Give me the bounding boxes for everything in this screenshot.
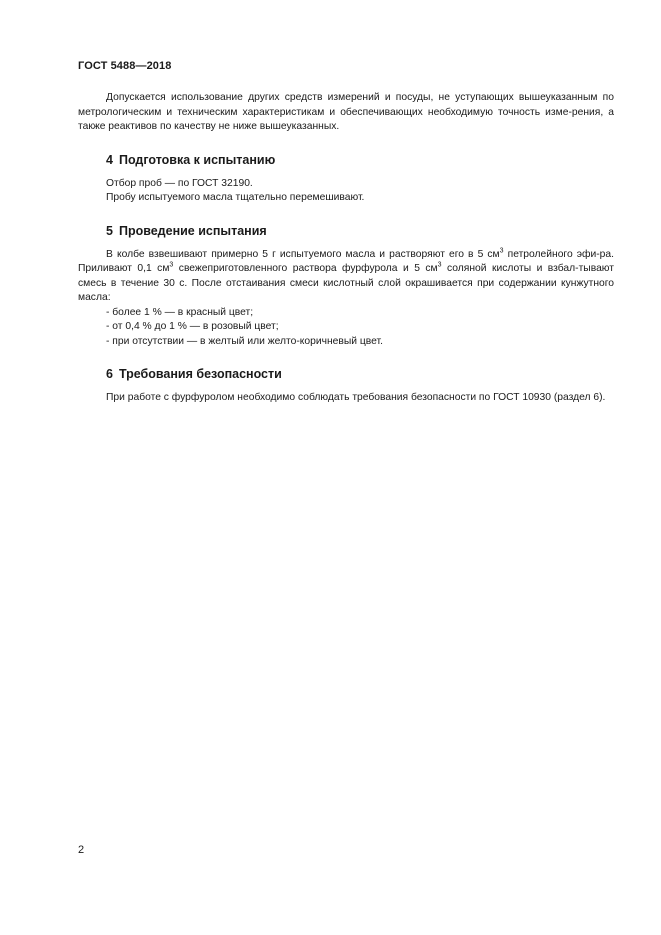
section-4-heading [78, 152, 614, 168]
section-5-title: Проведение испытания [118, 223, 267, 238]
section-4-mixing-line: Пробу испытуемого масла тщательно перемешивают. [106, 192, 365, 203]
section-4-title: Подготовка к испытанию [118, 152, 276, 167]
superscript-cubic-1: 3 [499, 247, 504, 255]
section-6-safety-paragraph: При работе с фурфуролом необходимо соблюдать требования безопасности по ГОСТ 10930 (раздел 6). [106, 392, 606, 403]
document-code-header: ГОСТ 5488—2018 [78, 60, 172, 72]
result-list-item: - более 1 % — в красный цвет; [106, 306, 254, 318]
procedure-text-part-3: свежеприготовленного раствора фурфурола и 5 см [173, 263, 438, 274]
section-4-sampling-line: Отбор проб — по ГОСТ 32190. [106, 177, 253, 189]
section-5-number: 5 [106, 223, 113, 238]
section-6-title: Требования безопасности [118, 367, 282, 381]
intro-paragraph: Допускается использование других средств измерений и посуды, не уступающих вышеуказанным по метрологическим и техническим характеристикам и обеспечивающих необходимую точность изме-рения, а также реактивов по качеству не ниже вышеуказанных. [78, 92, 614, 132]
section-5-heading [78, 223, 614, 239]
result-list-item: - при отсутствии — в желтый или желто-коричневый цвет. [106, 335, 383, 347]
page-number: 2 [78, 844, 85, 856]
section-6-heading [78, 366, 614, 382]
result-list-item: - от 0,4 % до 1 % — в розовый цвет; [106, 321, 279, 332]
superscript-cubic-2: 3 [169, 261, 174, 269]
procedure-text-part-1: В колбе взвешивают примерно 5 г испытуемого масла и растворяют его в 5 см [106, 248, 500, 260]
document-body [78, 91, 614, 406]
section-5-procedure-paragraph [78, 248, 614, 306]
section-6-number: 6 [106, 367, 113, 381]
superscript-cubic-3: 3 [437, 261, 442, 269]
procedure-text-part-2: петролейного эфи-ра. Приливают 0,1 см [78, 248, 614, 274]
section-4-number: 4 [106, 152, 113, 167]
procedure-text-part-4: соляной кислоты и взбал-тывают смесь в течение 30 с. После отстаивания смеси кислотный слой окрашивается при содержании кунжутного масла: [78, 263, 615, 303]
